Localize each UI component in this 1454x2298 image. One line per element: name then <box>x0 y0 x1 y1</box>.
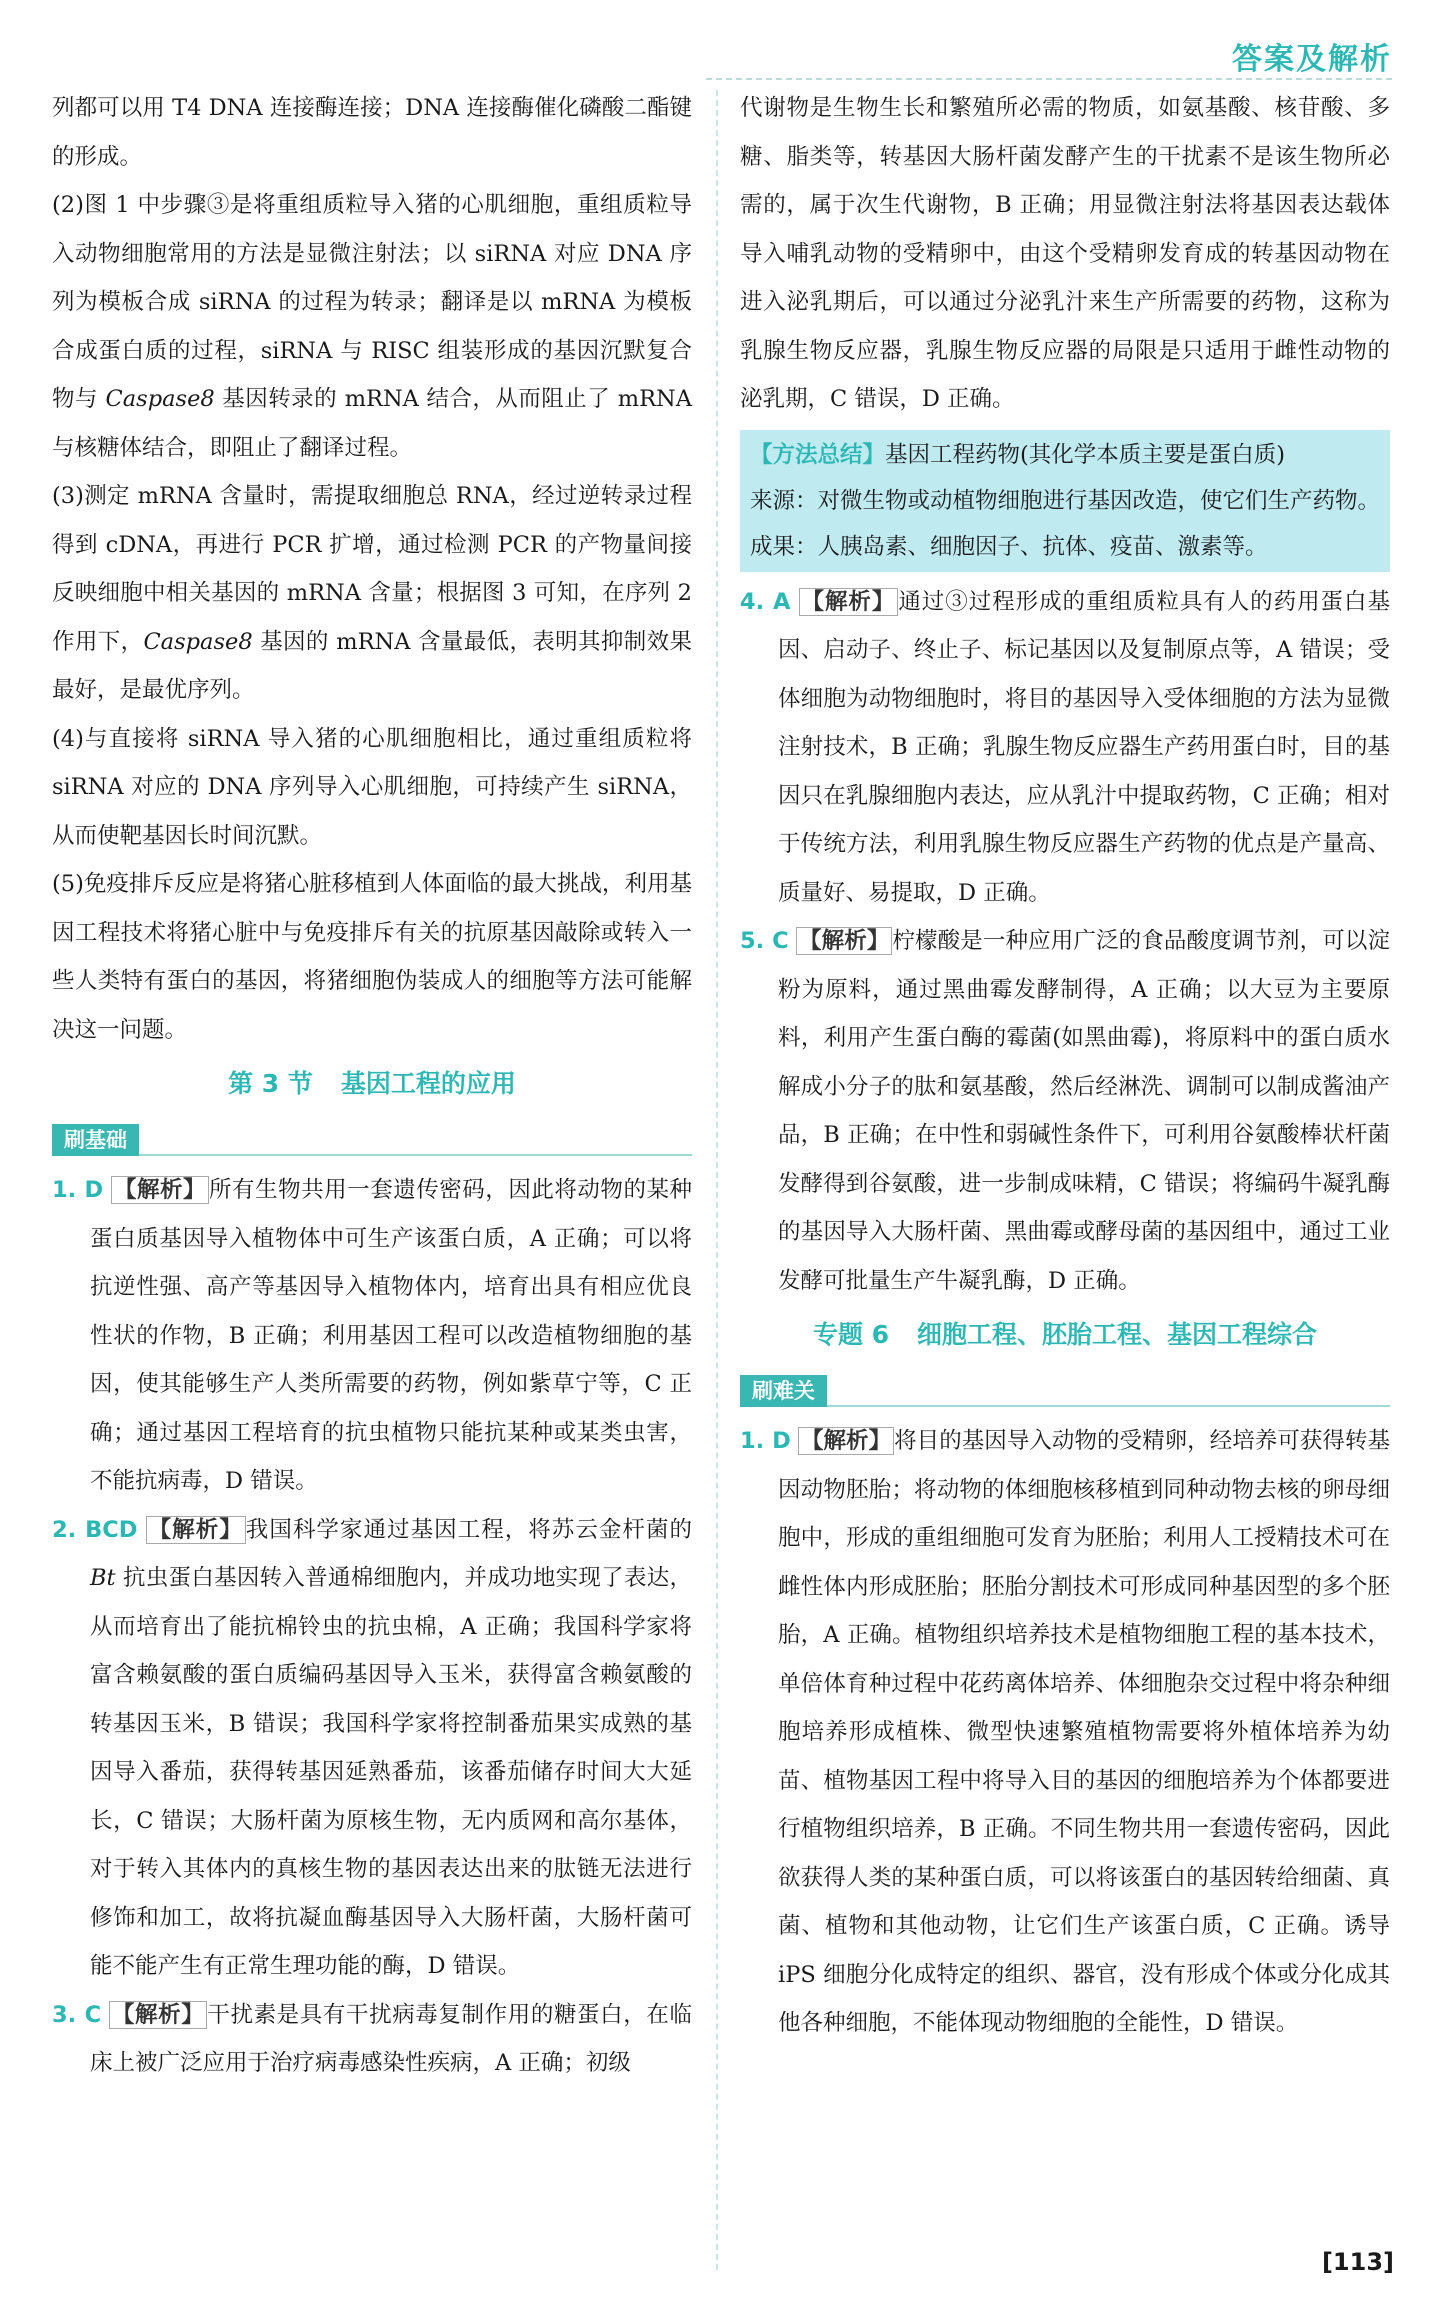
paragraph-answer-5: (5)免疫排斥反应是将猪心脏移植到人体面临的最大挑战，利用基因工程技术将猪心脏中与免疫排斥有关的抗原基因敲除或转入一些人类特有蛋白的基因，将猪细胞伪装成人的细胞等方法可能解决这一问题。 <box>52 871 692 1043</box>
method-line-3: 成果：人胰岛素、细胞因子、抗体、疫苗、激素等。 <box>750 533 1268 560</box>
column-divider <box>716 90 718 2270</box>
question-3: 3. C 【解析】 干扰素是具有干扰病毒复制作用的糖蛋白，在临床上被广泛应用于治疗病毒感染性疾病，A 正确；初级 <box>52 2001 692 2076</box>
method-line-2: 来源：对微生物或动植物细胞进行基因改造，使它们生产药物。 <box>750 487 1381 514</box>
paragraph-continued-right: 代谢物是生物生长和繁殖所必需的物质，如氨基酸、核苷酸、多糖、脂类等，转基因大肠杆菌发酵产生的干扰素不是该生物所必需的，属于次生代谢物，B 正确；用显微注射法将基因表达载体导入哺乳动物的受精卵中，由这个受精卵发育成的转基因动物在进入泌乳期后，可以通过分泌乳汁来生产所需要的药物，这称为乳腺生物反应器，乳腺生物反应器的局限是只适用于雌性动物的泌乳期，C 错误，D 正确。 <box>740 95 1390 412</box>
method-summary-box <box>740 430 1390 572</box>
left-column <box>52 84 692 2088</box>
label-bar-hard <box>740 1371 1390 1407</box>
question-5: 5. C 【解析】 柠檬酸是一种应用广泛的食品酸度调节剂，可以淀粉为原料，通过黑曲霉发酵制得，A 正确；以大豆为主要原料，利用产生蛋白酶的霉菌(如黑曲霉)，将原料中的蛋白质水解成小分子的肽和氨基酸，然后经淋洗、调制可以制成酱油产品，B 正确；在中性和弱碱性条件下，可利用谷氨酸棒状杆菌发酵得到谷氨酸，进一步制成味精，C 错误；将编码牛凝乳酶的基因导入大肠杆菌、黑曲霉或酵母菌的基因组中，通过工业发酵可批量生产牛凝乳酶，D 正确。 <box>740 928 1390 1294</box>
method-line-1: 【方法总结】基因工程药物(其化学本质主要是蛋白质) <box>750 441 1286 468</box>
label-bar-basic <box>52 1120 692 1156</box>
label-basic: 刷基础 <box>52 1124 139 1156</box>
section-title: 第 3 节 基因工程的应用 <box>228 1069 516 1098</box>
question-4: 4. A 【解析】 通过③过程形成的重组质粒具有人的药用蛋白基因、启动子、终止子、标记基因以及复制原点等，A 错误；受体细胞为动物细胞时，将目的基因导入受体细胞的方法为显微注射技术，B 正确；乳腺生物反应器生产药用蛋白时，目的基因只在乳腺细胞内表达，应从乳汁中提取药物，C 正确；相对于传统方法，利用乳腺生物反应器生产药物的优点是产量高、质量好、易提取，D 正确。 <box>740 588 1390 906</box>
page-number: [113] <box>1321 2248 1394 2276</box>
paragraph-answer-2: (2)图 1 中步骤③是将重组质粒导入猪的心肌细胞，重组质粒导入动物细胞常用的方法是显微注射法；以 siRNA 对应 DNA 序列为模板合成 siRNA 的过程为转录；翻译是以 mRNA 为模板合成蛋白质的过程，siRNA 与 RISC 组装形成的基因沉默复合物与 Caspase8 基因转录的 mRNA 结合，从而阻止了 mRNA 与核糖体结合，即阻止了翻译过程。 <box>52 192 692 461</box>
question-2: 2. BCD 【解析】 我国科学家通过基因工程，将苏云金杆菌的 Bt 抗虫蛋白基因转入普通棉细胞内，并成功地实现了表达，从而培育出了能抗棉铃虫的抗虫棉，A 正确；我国科学家将富含赖氨酸的蛋白质编码基因导入玉米，获得富含赖氨酸的转基因玉米，B 错误；我国科学家将控制番茄果实成熟的基因导入番茄，获得转基因延熟番茄，该番茄储存时间大大延长，C 错误；大肠杆菌为原核生物，无内质网和高尔基体，对于转入其体内的真核生物的基因表达出来的肽链无法进行修饰和加工，故将抗凝血酶基因导入大肠杆菌，大肠杆菌可能不能产生有正常生理功能的酶，D 错误。 <box>52 1516 693 1979</box>
question-1: 1. D 【解析】 所有生物共用一套遗传密码，因此将动物的某种蛋白质基因导入植物体中可生产该蛋白质，A 正确；可以将抗逆性强、高产等基因导入植物体内，培育出具有相应优良性状的作物，B 正确；利用基因工程可以改造植物细胞的基因，使其能够生产人类所需要的药物，例如紫草宁等，C 正确；通过基因工程培育的抗虫植物只能抗某种或某类虫害，不能抗病毒，D 错误。 <box>52 1177 692 1494</box>
paragraph-continued: 列都可以用 T4 DNA 连接酶连接；DNA 连接酶催化磷酸二酯键的形成。 <box>52 95 692 170</box>
label-hard: 刷难关 <box>740 1375 827 1407</box>
question-hard-1: 1. D 【解析】 将目的基因导入动物的受精卵，经培养可获得转基因动物胚胎；将动物的体细胞核移植到同种动物去核的卵母细胞中，形成的重组细胞可发育为胚胎；利用人工授精技术可在雌性体内形成胚胎；胚胎分割技术可形成同种基因型的多个胚胎，A 正确。植物组织培养技术是植物细胞工程的基本技术，单倍体育种过程中花药离体培养、体细胞杂交过程中将杂种细胞培养形成植株、微型快速繁殖植物需要将外植体培养为幼苗、植物基因工程中将导入目的基因的细胞培养为个体都要进行植物组织培养，B 正确。不同生物共用一套遗传密码，因此欲获得人类的某种蛋白质，可以将该蛋白的基因转给细菌、真菌、植物和其他动物，让它们生产该蛋白质，C 正确。诱导 iPS 细胞分化成特定的组织、器官，没有形成个体或分化成其他各种细胞，不能体现动物细胞的全能性，D 错误。 <box>740 1428 1390 2036</box>
header-divider <box>706 78 1392 80</box>
page-header-title: 答案及解析 <box>1232 42 1392 77</box>
paragraph-answer-3: (3)测定 mRNA 含量时，需提取细胞总 RNA，经过逆转录过程得到 cDNA，再进行 PCR 扩增，通过检测 PCR 的产物量间接反映细胞中相关基因的 mRNA 含量；根据图 3 可知，在序列 2 作用下，Caspase8 基因的 mRNA 含量最低，表明其抑制效果最好，是最优序列。 <box>52 483 692 703</box>
right-column <box>740 84 1390 2048</box>
topic-title: 专题 6 细胞工程、胚胎工程、基因工程综合 <box>812 1320 1318 1349</box>
paragraph-answer-4: (4)与直接将 siRNA 导入猪的心肌细胞相比，通过重组质粒将 siRNA 对应的 DNA 序列导入心肌细胞，可持续产生 siRNA，从而使靶基因长时间沉默。 <box>52 725 692 849</box>
